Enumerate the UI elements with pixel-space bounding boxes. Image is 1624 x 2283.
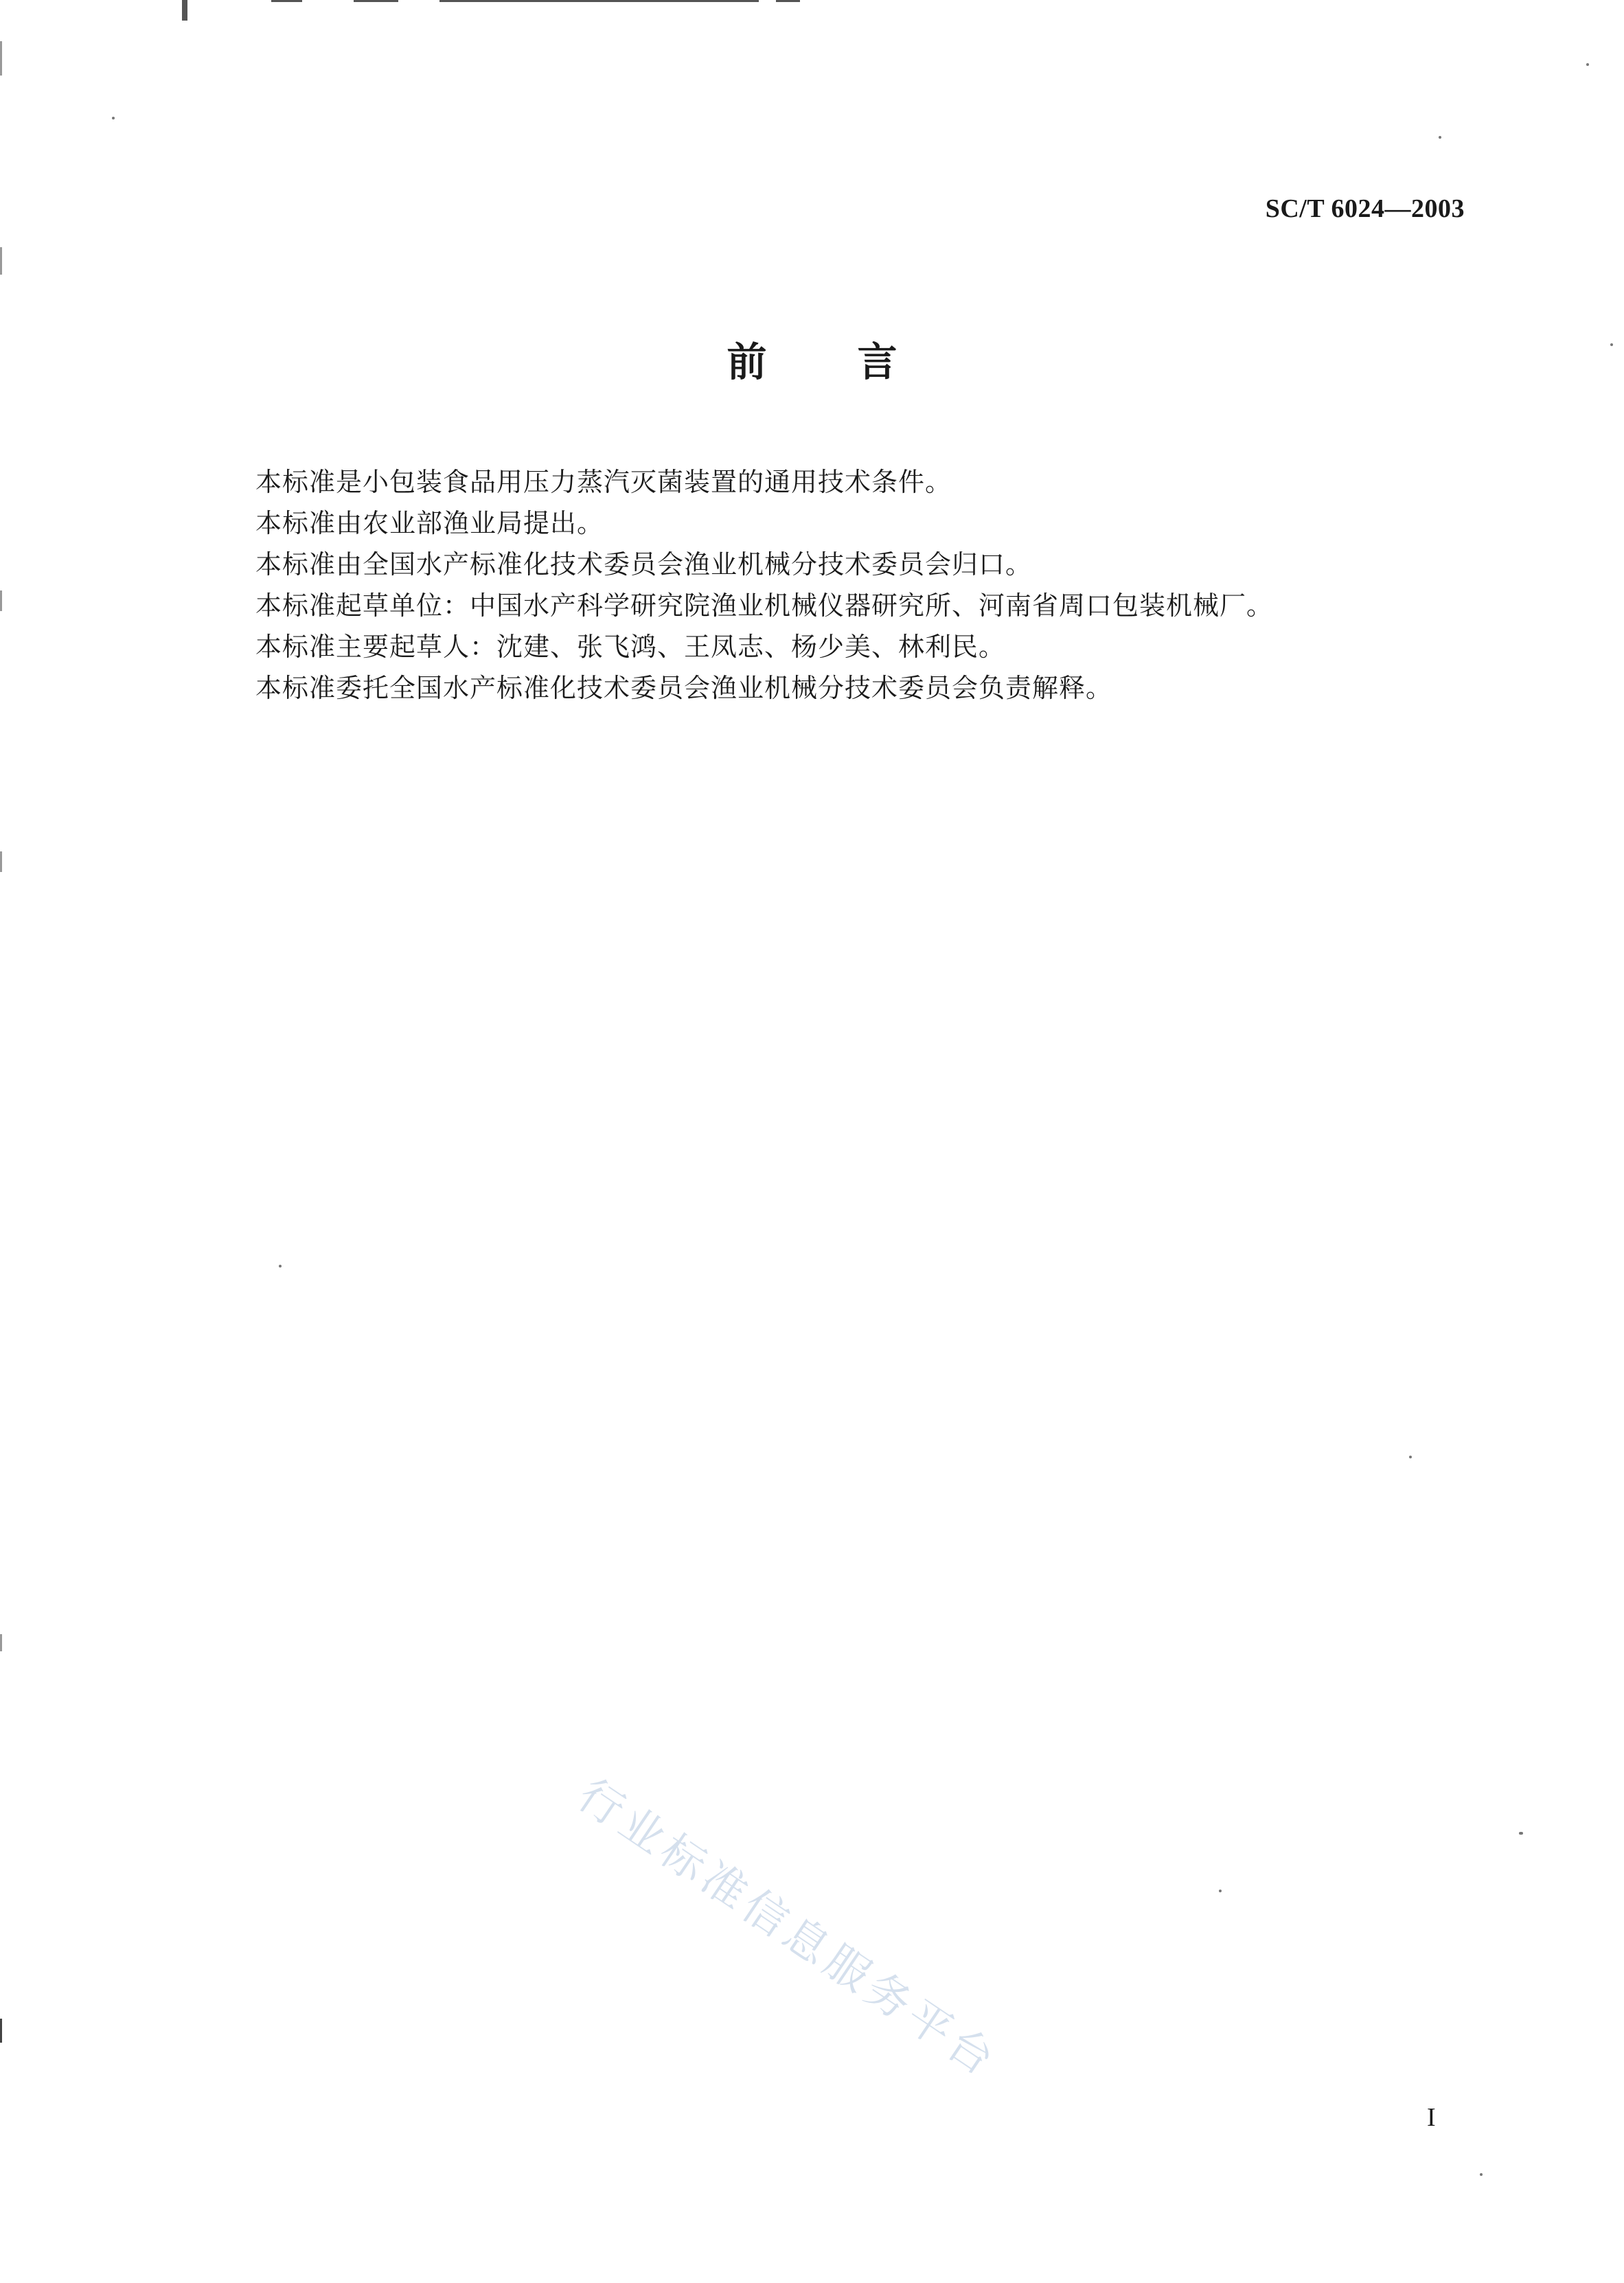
paragraph: 本标准是小包装食品用压力蒸汽灭菌装置的通用技术条件。: [255, 467, 952, 497]
scan-mark: [439, 0, 759, 2]
scan-mark: [0, 247, 2, 275]
paragraph: 本标准主要起草人：沈建、张飞鸿、王凤志、杨少美、林利民。: [255, 632, 1006, 662]
scan-mark: [0, 41, 2, 76]
paragraph: 本标准起草单位：中国水产科学研究院渔业机械仪器研究所、河南省周口包装机械厂。: [255, 590, 1274, 621]
scan-mark: [0, 851, 2, 872]
foreword-body: [255, 461, 1423, 709]
scan-dot: [279, 1265, 282, 1267]
scan-dot: [1519, 1832, 1523, 1835]
scan-mark: [182, 0, 187, 21]
page-title: 前言: [727, 339, 988, 385]
paragraph: 本标准委托全国水产标准化技术委员会渔业机械分技术委员会负责解释。: [255, 673, 1113, 703]
watermark: 行业标准信息服务平台: [569, 1769, 1007, 2089]
scan-mark: [0, 1634, 2, 1651]
paragraph: 本标准由农业部渔业局提出。: [255, 508, 604, 538]
scan-mark: [0, 2019, 2, 2043]
scan-mark: [271, 0, 302, 2]
scan-dot: [1219, 1890, 1222, 1892]
scan-dot: [1409, 1456, 1412, 1458]
scan-mark: [776, 0, 800, 2]
scan-dot: [1586, 63, 1589, 66]
scan-dot: [112, 117, 115, 119]
scan-dot: [1480, 2173, 1483, 2176]
page-number: I: [1427, 2103, 1436, 2132]
scan-dot: [1439, 136, 1441, 139]
standard-number: SC/T 6024—2003: [1265, 194, 1465, 223]
scan-mark: [0, 590, 2, 611]
scan-mark: [354, 0, 398, 2]
paragraph: 本标准由全国水产标准化技术委员会渔业机械分技术委员会归口。: [255, 549, 1033, 580]
